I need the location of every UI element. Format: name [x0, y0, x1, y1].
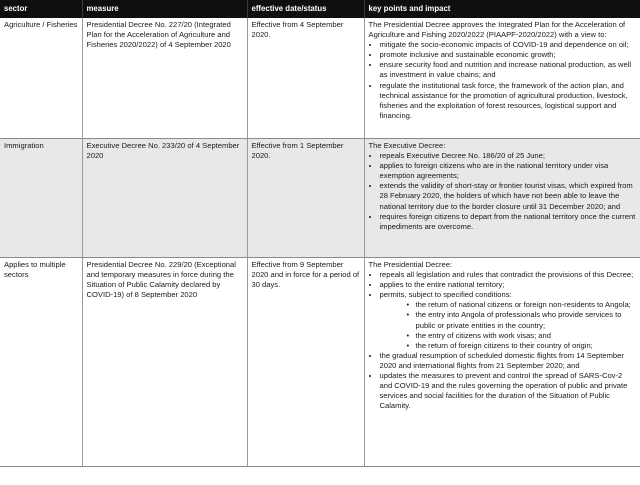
list-item: • repeals all legislation and rules that contradict the provisions of this Decree; [380, 270, 636, 280]
sub-list-item: • the entry into Angola of professionals who provide services to public or private entities in the country; [416, 310, 636, 330]
table-row [0, 139, 640, 258]
header-row [0, 0, 640, 18]
key-points-cell [364, 18, 640, 139]
measure-cell: Executive Decree No. 233/20 of 4 September 2020 [82, 139, 247, 258]
list-item-text: permits, subject to specified conditions: [379, 290, 512, 300]
header-effective-date: effective date/status [247, 0, 364, 18]
header-key-points: key points and impact [364, 0, 640, 18]
date-cell: Effective from 1 September 2020. [247, 139, 364, 258]
date-cell: Effective from 9 September 2020 and in force for a period of 30 days. [247, 258, 364, 467]
list-item: • promote inclusive and sustainable economic growth; [380, 50, 636, 60]
sector-cell: Immigration [0, 139, 82, 258]
sector-cell: Agriculture / Fisheries [0, 18, 82, 139]
key-points-list [369, 151, 636, 232]
sub-list-item: • the return of national citizens or foreign non-residents to Angola; [416, 300, 636, 310]
measure-cell: Presidential Decree No. 229/20 (Exceptional and temporary measures in force during the Situation of Public Calamity declared by COVID-19) of 8 September 2020 [82, 258, 247, 467]
list-item: • applies to the entire national territory; [380, 280, 636, 290]
list-item: • the gradual resumption of scheduled domestic flights from 14 September 2020 and international flights from 21 September 2020; and [380, 351, 636, 371]
sector-cell: Applies to multiple sectors [0, 258, 82, 467]
list-item: • regulate the institutional task force, the framework of the action plan, and technical assistance for the promotion of agricultural production, livestock, fisheries and the exploitation of forest resources, logistical support and financing. [380, 81, 636, 121]
list-item: • applies to foreign citizens who are in the national territory under visa exemption agreements; [380, 161, 636, 181]
key-points-intro: The Presidential Decree: [368, 260, 453, 269]
list-item: • ensure security food and nutrition and increase national production, as well as investment in value chains; and [380, 60, 636, 80]
key-points-cell [364, 258, 640, 467]
sub-list-item: • the return of foreign citizens to their country of origin; [416, 341, 636, 351]
key-points-intro: The Executive Decree: [368, 141, 446, 150]
date-cell: Effective from 4 September 2020. [247, 18, 364, 139]
list-item: • repeals Executive Decree No. 186/20 of 25 June; [380, 151, 636, 161]
measure-cell: Presidential Decree No. 227/20 (Integrated Plan for the Acceleration of Agriculture and Fisheries 2020/2022) of 4 September 2020 [82, 18, 247, 139]
list-item: • extends the validity of short-stay or frontier tourist visas, which expired from 28 February 2020, the holders of which have not been able to leave the national territory due to the border closure until 31 December 2020; and [380, 181, 636, 211]
key-points-list [369, 270, 636, 411]
list-item: • updates the measures to prevent and control the spread of SARS-Cov-2 and COVID-19 and the rules governing the operation of public and private services and social facilities for the duration of the Situation of Public Calamity. [380, 371, 636, 411]
list-item: • requires foreign citizens to depart from the national territory once the current impediments are overcome. [380, 212, 636, 232]
list-item: • mitigate the socio-economic impacts of COVID-19 and dependence on oil; [380, 40, 636, 50]
key-points-list [369, 40, 636, 121]
sub-list-item: • the entry of citizens with work visas; and [416, 331, 636, 341]
key-points-intro: The Presidential Decree approves the Integrated Plan for the Acceleration of Agriculture and Fishing 2020/2022 (PIAAPF-2020/2022) with a view to: [368, 20, 626, 40]
list-item [380, 290, 636, 351]
header-sector: sector [0, 0, 82, 18]
table-row [0, 258, 640, 467]
sub-list [380, 300, 636, 350]
header-measure: measure [82, 0, 247, 18]
key-points-cell [364, 139, 640, 258]
table-row [0, 18, 640, 139]
